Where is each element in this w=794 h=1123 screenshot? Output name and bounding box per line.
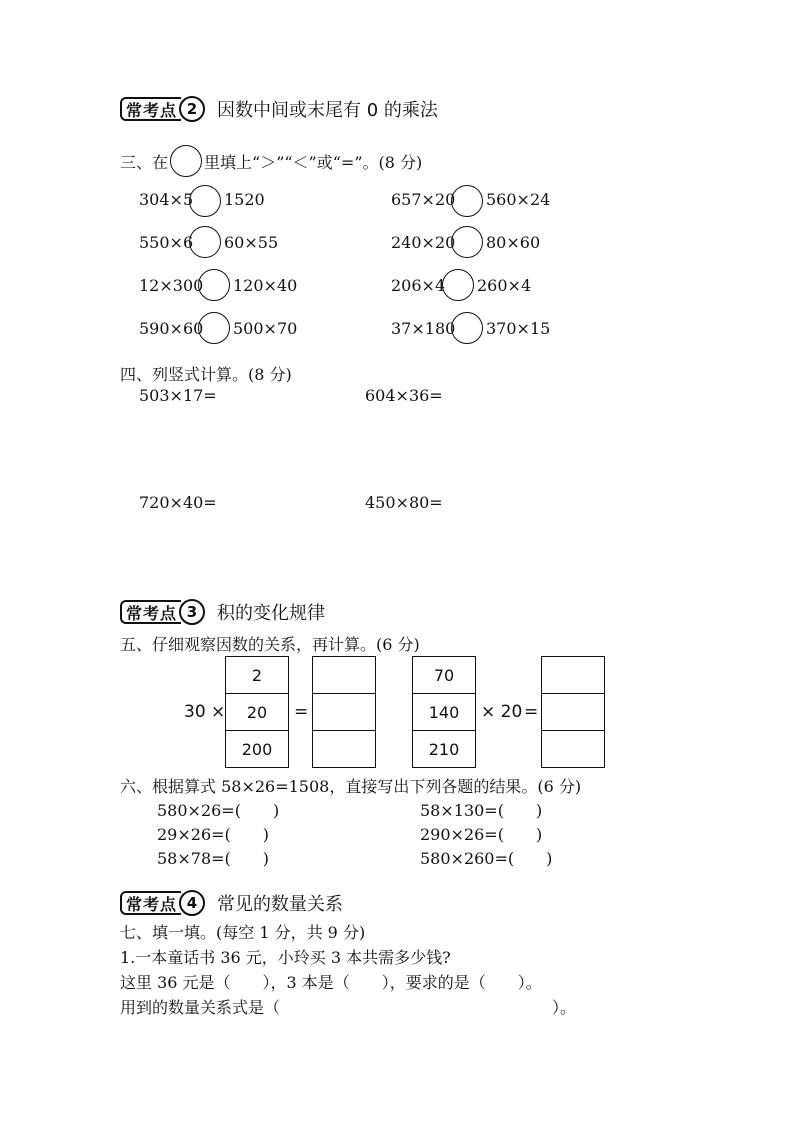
q5-answer-cell[interactable]: [313, 657, 375, 694]
q6-item: 580×26=( ): [157, 801, 280, 820]
section-title: 常见的数量关系: [217, 894, 344, 915]
q3-suffix: 里填上“＞”“＜”或“=”。(8 分): [204, 152, 423, 172]
compare-circle[interactable]: [442, 269, 474, 301]
q5-right-factor: × 20: [481, 702, 523, 722]
q3-right-a: 240×20: [391, 233, 456, 252]
section-title: 积的变化规律: [217, 603, 326, 624]
q6-item: 290×26=( ): [420, 825, 543, 844]
q3-left-a: 590×60: [139, 319, 204, 338]
q6-item: 29×26=( ): [157, 825, 270, 844]
q4-title: 四、列竖式计算。(8 分): [120, 365, 292, 384]
q6-title: 六、根据算式 58×26=1508，直接写出下列各题的结果。(6 分): [120, 777, 582, 796]
q4-item: 450×80=: [365, 493, 443, 512]
q3-right-b: 560×24: [486, 190, 551, 209]
circle-blank-icon: [170, 145, 202, 177]
q5-cell: 2: [226, 657, 288, 694]
q3-left-b: 60×55: [224, 233, 279, 252]
section-badge-3: [120, 600, 325, 624]
section-badge-label: 常考点: [120, 600, 181, 624]
q3-right-b: 80×60: [486, 233, 541, 252]
q5-cell: 20: [226, 694, 288, 731]
compare-circle[interactable]: [198, 312, 230, 344]
section-badge-label: 常考点: [120, 891, 181, 915]
q3-left-b: 1520: [224, 190, 265, 209]
q3-left-b: 500×70: [233, 319, 298, 338]
q5-equals: =: [524, 702, 539, 722]
compare-circle[interactable]: [451, 312, 483, 344]
q5-title: 五、仔细观察因数的关系，再计算。(6 分): [120, 635, 420, 654]
q3-right-a: 657×20: [391, 190, 456, 209]
q6-item: 58×78=( ): [157, 849, 270, 868]
section-badge-number: 2: [179, 96, 205, 122]
q4-item: 604×36=: [365, 386, 443, 405]
q5-answer-cell[interactable]: [542, 657, 604, 694]
q7-line: 用到的数量关系式是（ ）。: [120, 998, 577, 1017]
compare-circle[interactable]: [189, 226, 221, 258]
q5-cell: 200: [241, 739, 273, 759]
section-badge-number: 3: [179, 599, 205, 625]
q3-prefix: 三、在: [120, 152, 169, 172]
q3-left-a: 550×6: [139, 233, 194, 252]
compare-circle[interactable]: [198, 269, 230, 301]
q7-title: 七、填一填。(每空 1 分，共 9 分): [120, 923, 366, 942]
q5-left-column: [225, 656, 289, 768]
q3-left-a: 12×300: [139, 276, 204, 295]
q4-item: 503×17=: [139, 386, 217, 405]
q5-right-column: [412, 656, 476, 768]
q3-right-a: 206×4: [391, 276, 446, 295]
compare-circle[interactable]: [189, 185, 221, 217]
q5-answer-cell[interactable]: [313, 731, 375, 767]
q3-title: [120, 145, 422, 177]
q5-equals: =: [294, 702, 309, 722]
section-title: 因数中间或末尾有 0 的乘法: [217, 100, 438, 121]
q4-item: 720×40=: [139, 493, 217, 512]
q3-left-a: 304×5: [139, 190, 194, 209]
q5-left-factor: 30 ×: [184, 702, 226, 722]
compare-circle[interactable]: [451, 185, 483, 217]
q7-line: 这里 36 元是（ ），3 本是（ ），要求的是（ ）。: [120, 973, 542, 992]
q5-answer-cell[interactable]: [542, 694, 604, 731]
q5-answer-cell[interactable]: [313, 694, 375, 731]
compare-circle[interactable]: [451, 226, 483, 258]
q5-cell: 140: [413, 694, 475, 731]
q3-left-b: 120×40: [233, 276, 298, 295]
q3-right-b: 370×15: [486, 319, 551, 338]
q5-cell: 70: [413, 657, 475, 694]
q5-answer-column-1: [312, 656, 376, 768]
section-badge-label: 常考点: [120, 97, 181, 121]
section-badge-4: [120, 891, 343, 915]
q5-cell: 210: [428, 739, 460, 759]
q6-item: 580×260=( ): [420, 849, 553, 868]
section-badge-2: [120, 97, 438, 121]
section-badge-number: 4: [179, 890, 205, 916]
q6-item: 58×130=( ): [420, 801, 543, 820]
q5-answer-cell[interactable]: [542, 731, 604, 767]
q3-right-b: 260×4: [477, 276, 532, 295]
q3-right-a: 37×180: [391, 319, 456, 338]
q5-answer-column-2: [541, 656, 605, 768]
q7-line: 1.一本童话书 36 元，小玲买 3 本共需多少钱?: [120, 948, 451, 967]
